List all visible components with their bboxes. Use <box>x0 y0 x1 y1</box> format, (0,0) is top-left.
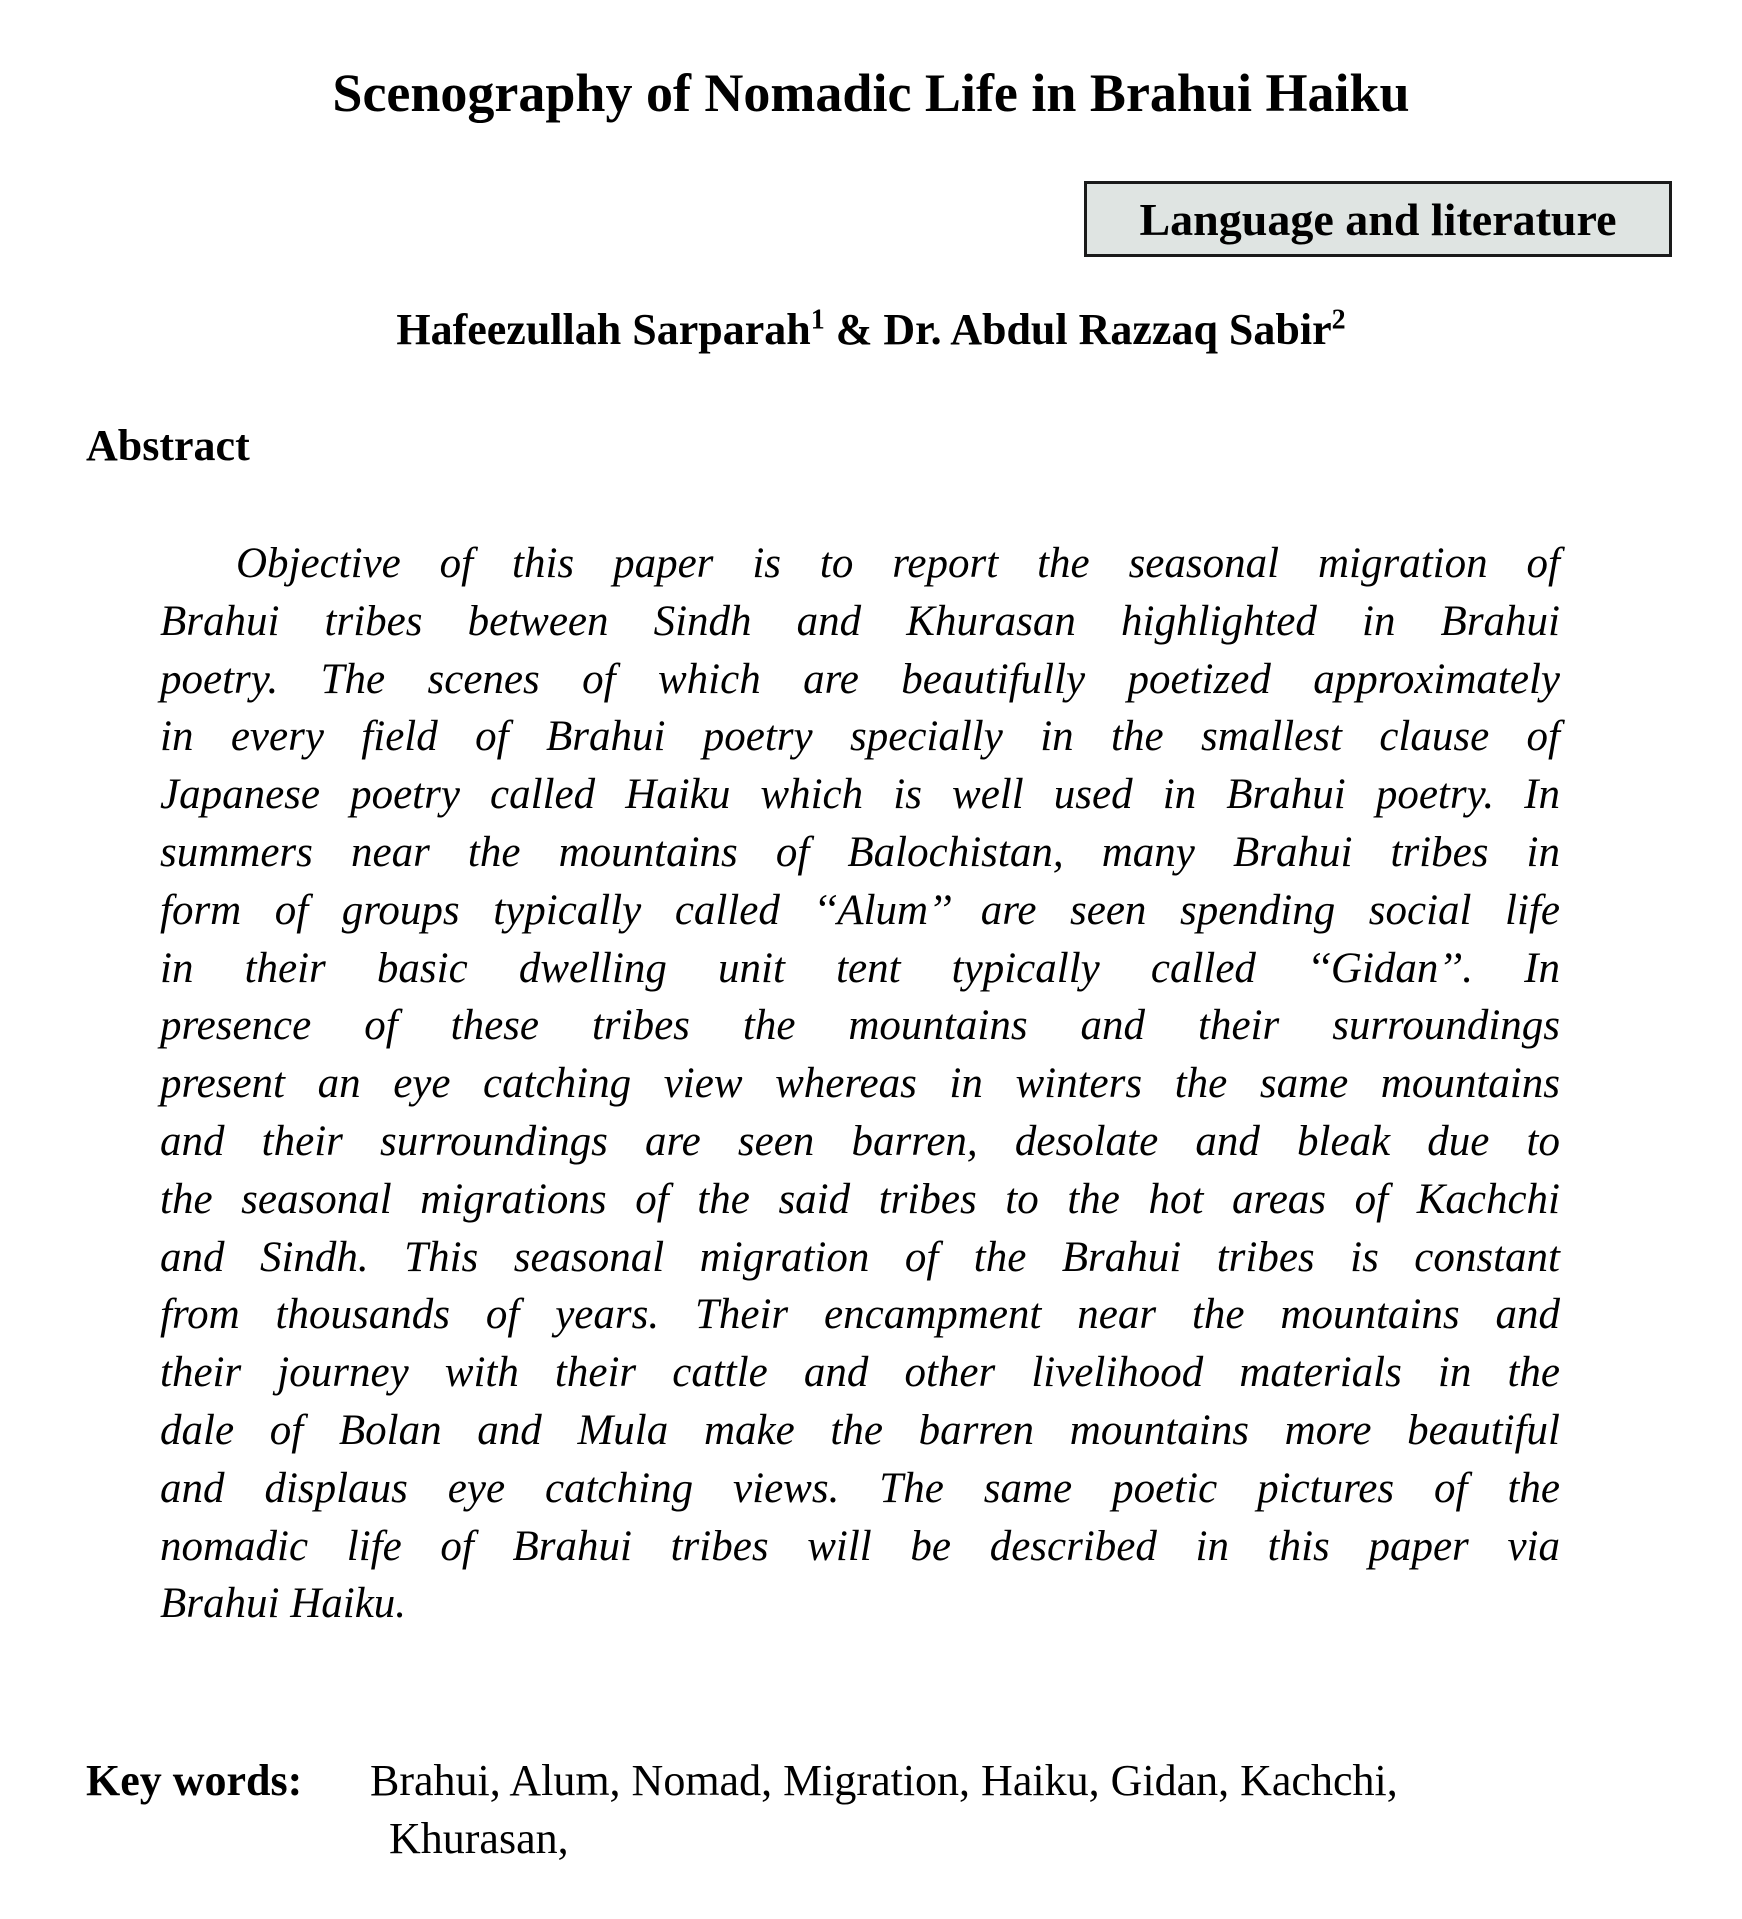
abstract-line: nomadic life of Brahui tribes will be described in this paper via <box>160 1522 1560 1570</box>
section-label: Language and literature <box>1139 193 1617 245</box>
authors-line <box>0 304 1742 355</box>
abstract-line: form of groups typically called ‘‘Alum’’ are seen spending social life <box>160 886 1560 934</box>
keywords <box>86 1752 1398 1863</box>
abstract-heading: Abstract <box>86 421 250 470</box>
abstract-line: Objective of this paper is to report the seasonal migration of <box>236 540 1560 587</box>
abstract-line: Japanese poetry called Haiku which is well used in Brahui poetry. In <box>160 771 1560 819</box>
abstract-line: Brahui Haiku. <box>160 1580 407 1628</box>
abstract-line: from thousands of years. Their encampment near the mountains and <box>160 1291 1560 1339</box>
abstract-line: in their basic dwelling unit tent typically called ‘‘Gidan’’. In <box>160 944 1560 992</box>
abstract-line: their journey with their cattle and other livelihood materials in the <box>160 1349 1560 1397</box>
abstract-line: and displaus eye catching views. The same poetic pictures of the <box>160 1464 1560 1512</box>
abstract-line: dale of Bolan and Mula make the barren mountains more beautiful <box>160 1406 1560 1454</box>
author-separator: & <box>824 305 884 354</box>
paper-title: Scenography of Nomadic Life in Brahui Haiku <box>332 63 1410 123</box>
keywords-values-line-1: Brahui, Alum, Nomad, Migration, Haiku, Gidan, Kachchi, <box>370 1756 1398 1805</box>
abstract-line: in every field of Brahui poetry specially in the smallest clause of <box>160 713 1560 761</box>
keywords-values-line-2: Khurasan, <box>389 1814 569 1863</box>
abstract-line: Brahui tribes between Sindh and Khurasan highlighted in Brahui <box>160 597 1560 645</box>
abstract-line: the seasonal migrations of the said tribes to the hot areas of Kachchi <box>160 1175 1560 1223</box>
author-2: Dr. Abdul Razzaq Sabir <box>883 305 1332 354</box>
abstract-line: presence of these tribes the mountains and their surroundings <box>160 1002 1560 1050</box>
author-2-affiliation: 2 <box>1331 304 1346 336</box>
abstract-line: summers near the mountains of Balochistan, many Brahui tribes in <box>160 828 1560 876</box>
abstract-line: and Sindh. This seasonal migration of the Brahui tribes is constant <box>160 1233 1560 1281</box>
abstract-line: poetry. The scenes of which are beautifully poetized approximately <box>160 655 1560 703</box>
keywords-label: Key words: <box>86 1756 303 1805</box>
author-1: Hafeezullah Sarparah <box>396 305 811 354</box>
author-1-affiliation: 1 <box>810 304 825 336</box>
abstract-body <box>160 535 1560 1633</box>
abstract-line: present an eye catching view whereas in winters the same mountains <box>160 1060 1560 1108</box>
section-label-box <box>1084 181 1672 257</box>
abstract-line: and their surroundings are seen barren, desolate and bleak due to <box>160 1117 1560 1165</box>
